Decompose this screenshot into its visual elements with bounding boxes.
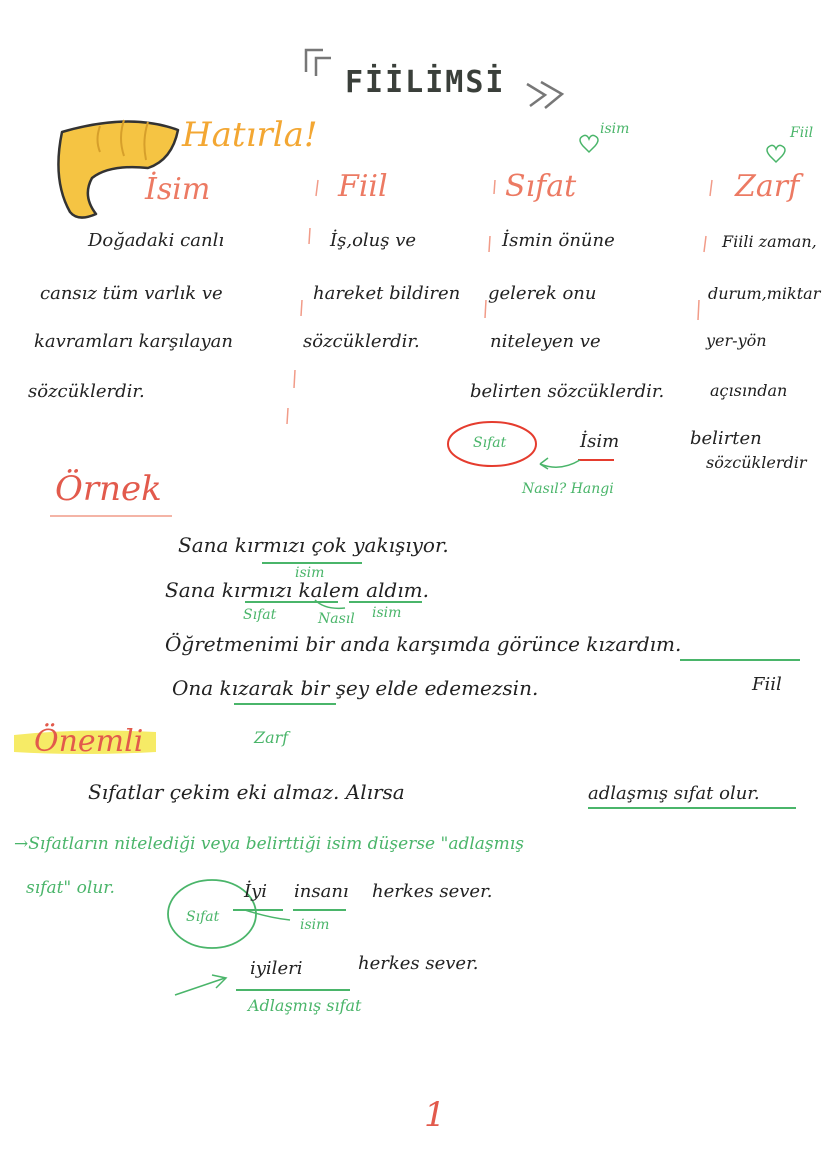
zarf-line: durum,miktar bbox=[708, 284, 821, 303]
column-heading-sifat: Sıfat bbox=[505, 169, 577, 204]
onemli-rule-highlight: adlaşmış sıfat olur. bbox=[588, 783, 760, 804]
onemli-rule: Sıfatlar çekim eki almaz. Alırsa bbox=[88, 780, 405, 804]
fiil-line: hareket bildiren bbox=[313, 283, 461, 304]
fiil-line: sözcüklerdir. bbox=[303, 331, 420, 352]
onemli-explanation: sıfat" olur. bbox=[26, 878, 115, 898]
zarf-line: belirten bbox=[690, 428, 762, 449]
isim-line: sözcüklerdir. bbox=[28, 381, 145, 402]
example-noun: insanı bbox=[294, 881, 349, 902]
page-title: FİİLİMSİ bbox=[345, 65, 506, 100]
sifat-line: niteleyen ve bbox=[490, 331, 601, 352]
page-number: 1 bbox=[424, 1095, 446, 1135]
example-adjective: İyi bbox=[244, 881, 268, 902]
example-label: Adlaşmış sıfat bbox=[248, 996, 362, 1015]
heart-icon bbox=[580, 135, 598, 152]
annotation-zarf: Zarf bbox=[254, 728, 289, 747]
sifat-line: İsmin önüne bbox=[502, 230, 615, 251]
onemli-explanation: →Sıfatların nitelediği veya belirttiği isim düşerse "adlaşmış bbox=[14, 834, 524, 854]
heart-icon bbox=[767, 145, 785, 162]
isim-line: Doğadaki canlı bbox=[88, 230, 225, 251]
sifat-diagram-question: Nasıl? Hangi bbox=[522, 481, 614, 497]
example-rest: herkes sever. bbox=[358, 953, 479, 974]
sifat-line: belirten sözcüklerdir. bbox=[470, 381, 665, 402]
example-circle-label: Sıfat bbox=[186, 909, 220, 925]
arrow-icon bbox=[245, 910, 290, 920]
sifat-diagram-circle-label: Sıfat bbox=[473, 435, 507, 451]
title-left-chevrons-icon bbox=[306, 50, 331, 76]
ornek-heading: Örnek bbox=[55, 469, 162, 509]
annotation-sifat: Sıfat bbox=[243, 607, 277, 623]
example-sentence: Sana kırmızı çok yakışıyor. bbox=[178, 533, 449, 557]
sifat-line: gelerek onu bbox=[488, 283, 597, 304]
annotation-nasil: Nasıl bbox=[318, 611, 355, 627]
isim-line: cansız tüm varlık ve bbox=[40, 283, 223, 304]
example-word: iyileri bbox=[250, 958, 303, 979]
example-rest: herkes sever. bbox=[372, 881, 493, 902]
column-heading-fiil: Fiil bbox=[338, 169, 388, 204]
zarf-line: sözcüklerdir bbox=[706, 453, 807, 472]
example-sentence: Öğretmenimi bir anda karşımda görünce kızardım. bbox=[165, 632, 682, 656]
isim-line: kavramları karşılayan bbox=[34, 331, 234, 352]
title-right-chevrons-icon bbox=[527, 82, 562, 108]
annotation-fiil: Fiil bbox=[752, 674, 782, 695]
heart-label-fiil: Fiil bbox=[790, 125, 814, 141]
column-heading-zarf: Zarf bbox=[735, 169, 800, 204]
example-sentence: Sana kırmızı kalem aldım. bbox=[165, 578, 429, 602]
zarf-line: yer-yön bbox=[706, 331, 767, 350]
heart-label-isim: isim bbox=[600, 121, 630, 137]
zarf-line: açısından bbox=[710, 381, 788, 400]
zarf-line: Fiili zaman, bbox=[722, 232, 817, 251]
hatirla-label: Hatırla! bbox=[182, 115, 318, 155]
column-heading-isim: İsim bbox=[145, 172, 211, 207]
fiil-line: İş,oluş ve bbox=[330, 230, 417, 251]
arrow-icon bbox=[540, 460, 580, 467]
example-sentence: Ona kızarak bir şey elde edemezsin. bbox=[172, 676, 539, 700]
annotation-isim: isim bbox=[295, 565, 325, 581]
sifat-diagram-noun-label: İsim bbox=[580, 431, 620, 452]
onemli-heading: Önemli bbox=[34, 724, 144, 759]
annotation-isim: isim bbox=[372, 605, 402, 621]
example-noun-label: isim bbox=[300, 917, 330, 933]
